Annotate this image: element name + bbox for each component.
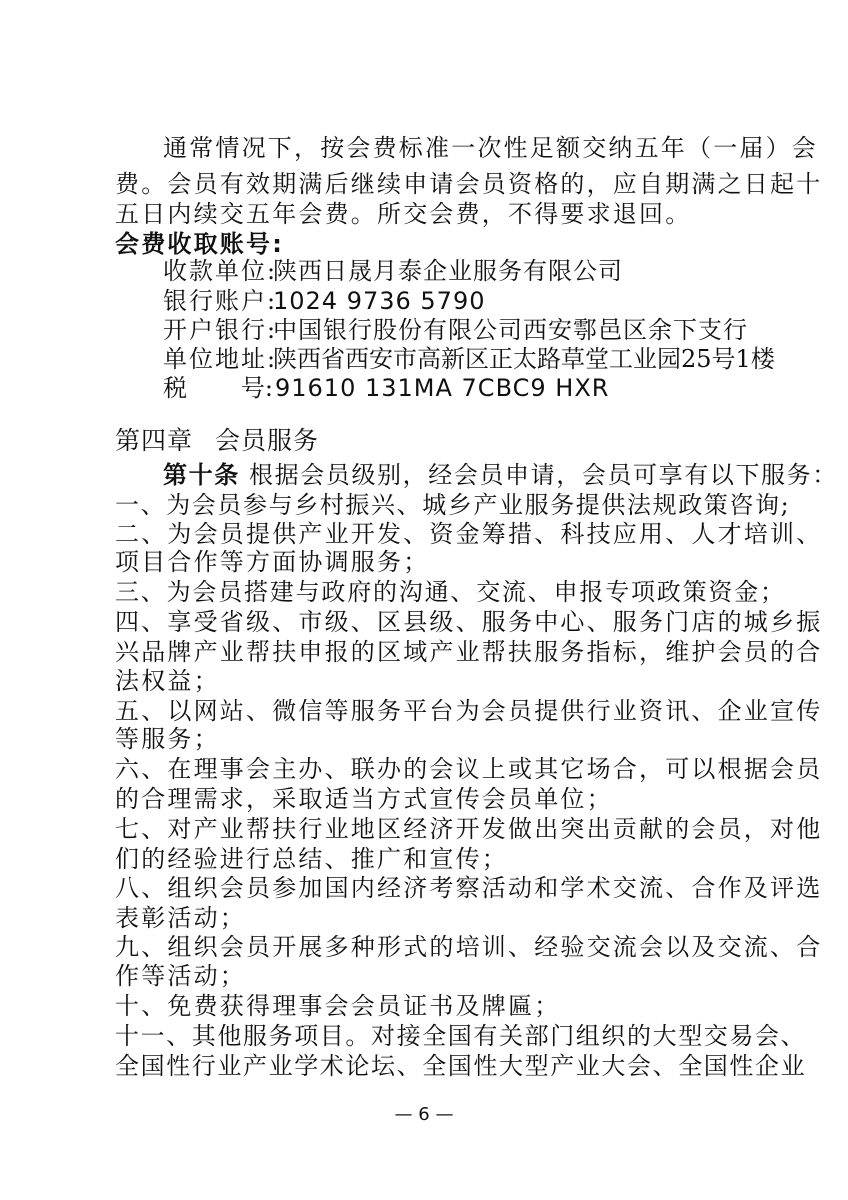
service-item-5-line-2: 等服务；: [115, 725, 220, 753]
tax-label: 税 号:: [163, 374, 273, 402]
account-heading: 会费收取账号:: [115, 230, 284, 258]
service-item-2-line-2: 项目合作等方面协调服务；: [115, 548, 430, 576]
service-item-6-line-1: 六、在理事会主办、联办的会议上或其它场合，可以根据会员: [115, 755, 823, 783]
chapter-number: 第四章: [115, 426, 194, 455]
tax-row: [163, 373, 788, 403]
chapter-title: 会员服务: [215, 426, 320, 455]
service-item-8-line-2: 表彰活动；: [115, 904, 246, 932]
payee-row: [163, 256, 788, 286]
service-item-5-line-1: 五、以网站、微信等服务平台为会员提供行业资讯、企业宣传: [115, 697, 823, 725]
bank-value: 中国银行股份有限公司西安鄠邑区余下支行: [273, 316, 748, 344]
service-item-8-line-1: 八、组织会员参加国内经济考察活动和学术交流、合作及评选: [115, 874, 823, 902]
service-item-1: 一、为会员参与乡村振兴、城乡产业服务提供法规政策咨询;: [115, 491, 791, 519]
article-10-label: 第十条: [163, 460, 240, 489]
service-item-6-line-2: 的合理需求，采取适当方式宣传会员单位；: [115, 785, 613, 813]
bank-label: 开户银行:: [163, 316, 278, 344]
service-item-4-line-2: 兴品牌产业帮扶申报的区域产业帮扶服务指标，维护会员的合: [115, 638, 823, 666]
article-10: [163, 460, 838, 490]
page-number: — 6 —: [394, 1104, 454, 1125]
payee-value: 陕西日晟月泰企业服务有限公司: [273, 257, 623, 285]
article-10-text: 根据会员级别，经会员申请，会员可享有以下服务：: [249, 461, 838, 489]
bank-row: [163, 315, 788, 345]
chapter-heading: [115, 426, 740, 456]
bank-account-value: 1024 9736 5790: [273, 287, 486, 315]
service-item-4-line-3: 法权益；: [115, 667, 220, 695]
service-item-9-line-2: 作等活动；: [115, 962, 246, 990]
tax-value: 91610 131MA 7CBC9 HXR: [275, 374, 610, 402]
service-item-2-line-1: 二、为会员提供产业开发、资金筹措、科技应用、人才培训、: [115, 520, 823, 548]
address-label: 单位地址:: [163, 345, 278, 373]
bank-account-row: [163, 286, 788, 316]
service-item-7-line-1: 七、对产业帮扶行业地区经济开发做出突出贡献的会员，对他: [115, 815, 823, 843]
service-item-7-line-2: 们的经验进行总结、推广和宣传；: [115, 845, 508, 873]
service-item-11-line-2: 全国性行业产业学术论坛、全国性大型产业大会、全国性企业: [115, 1052, 807, 1080]
address-value: 陕西省西安市高新区正太路草堂工业园25号1楼: [273, 345, 775, 373]
intro-line-2: 费。会员有效期满后继续申请会员资格的，应自期满之日起十: [115, 170, 823, 198]
service-item-9-line-1: 九、组织会员开展多种形式的培训、经验交流会以及交流、合: [115, 933, 823, 961]
payee-label: 收款单位:: [163, 257, 278, 285]
service-item-10: 十、免费获得理事会会员证书及牌匾；: [115, 992, 561, 1020]
service-item-4-line-1: 四、享受省级、市级、区县级、服务中心、服务门店的城乡振: [115, 608, 823, 636]
intro-line-1: 通常情况下，按会费标准一次性足额交纳五年（一届）会: [163, 134, 818, 162]
intro-line-3: 五日内续交五年会费。所交会费，不得要求退回。: [115, 200, 692, 228]
service-item-3: 三、为会员搭建与政府的沟通、交流、申报专项政策资金；: [115, 578, 786, 606]
service-item-11-line-1: 十一、其他服务项目。对接全国有关部门组织的大型交易会、: [115, 1022, 807, 1050]
bank-account-label: 银行账户:: [163, 287, 278, 315]
address-row: [163, 344, 788, 374]
